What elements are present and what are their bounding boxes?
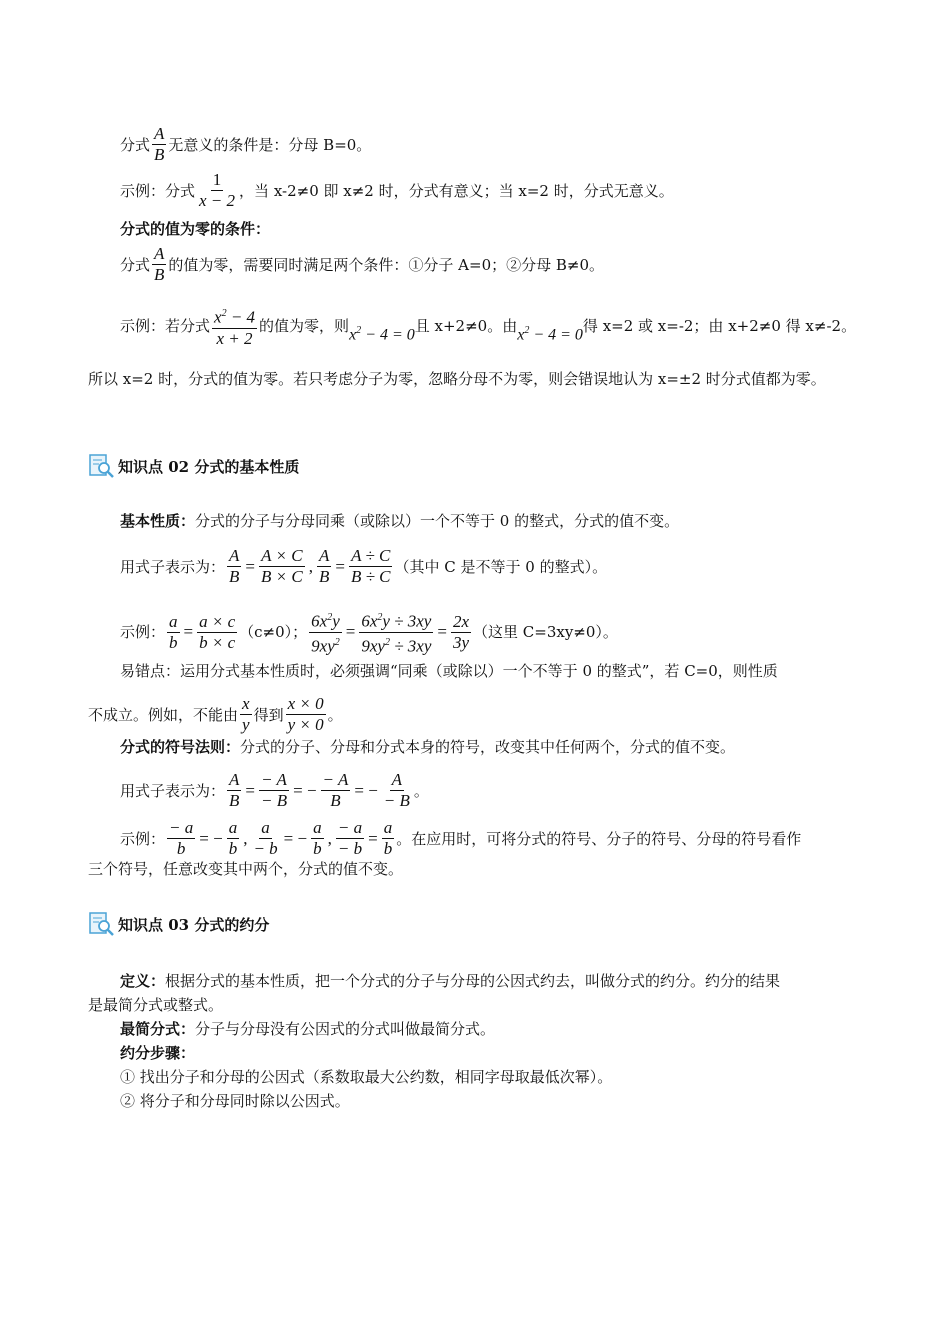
fraction: $\frac{a}{- b}$ [253,818,278,858]
line-zero-condition [120,244,604,285]
text: 示例：分式 [120,181,196,200]
line-undefined-condition [120,124,371,165]
line-simplest-fraction [120,1018,495,1040]
line-sign-example: 示例： $\frac{- a}{b}$ = − $\frac{a}{b}$ , $\frac{a}{- b}$ = − $\frac{a}{b}$ , $\frac{- a}{- b}$ = $\frac{a}{b}$ 。在应用时，可将分式的符号、分子的符号、分母的符号看作 [120,818,802,858]
line-basic-property [120,510,679,532]
line-definition-b: 是最简分式或整式。 [88,996,224,1014]
section-heading-kp03 [88,910,269,938]
list-item-step-2: ② 将分子和分母同时除以公因式。 [120,1092,350,1110]
text: 分子与分母没有公因式的分式叫做最简分式。 [195,1020,496,1038]
text: 不成立。例如，不能由 [88,705,239,724]
fraction: $\frac{a}{b}$ [169,611,178,652]
line-pitfall-b [88,694,343,735]
fraction: $\frac{a}{b}$ [383,818,393,858]
line-definition [120,970,780,992]
text: 且 x+2≠0。由 [414,317,518,336]
section-heading-kp02 [88,452,299,480]
magnifier-book-icon [88,910,116,938]
text: 。在应用时，可将分式的符号、分子的符号、分母的符号看作 [396,829,802,848]
fraction: $\frac{- A}{B}$ [322,770,349,810]
text: 示例： [120,623,166,642]
fraction: $\frac{6x^2y}{9xy^2}$ [309,608,342,656]
equation-x2-4-0: $x^2 - 4 = 0$ [517,325,583,344]
fraction: $\frac{- a}{- b}$ [337,818,363,858]
text: 分式的分子、分母和分式本身的符号，改变其中任何两个，分式的值不变。 [240,738,736,756]
fraction: $\frac{A}{B}$ [318,546,330,586]
label: 分式的符号法则： [120,738,241,756]
text: 的值为零，需要同时满足两个条件：①分子 A=0；②分母 B≠0。 [168,255,605,274]
text: 。 [327,705,343,724]
fraction: $\frac{A}{B}$ [229,770,240,810]
text: 分式 [120,255,151,274]
line-sign-expression: 用式子表示为： $\frac{A}{B}$ = $\frac{- A}{- B}$ = − $\frac{- A}{B}$ = − $\frac{A}{- B}$ 。 [120,770,429,810]
line-property-expression: 用式子表示为： $\frac{A}{B}$ = $\frac{A \times C}{B \times C}$ , $\frac{A}{B}$ = $\frac{A \div C}{B \div C}$ （其中 C 是不等于 0 的整式）。 [120,546,608,586]
magnifier-book-icon [88,452,116,480]
line-sign-rule [120,736,735,758]
label: 定义： [120,972,166,990]
heading-title: 知识点 03 分式的约分 [118,915,270,934]
text: 无意义的条件是：分母 B=0。 [168,135,372,154]
equation-x2-4-0: $x^2 - 4 = 0$ [349,325,415,344]
heading-title: 知识点 02 分式的基本性质 [118,457,300,476]
fraction: $\frac{A \times C}{B \times C}$ [261,546,303,586]
text: 用式子表示为： [120,781,226,800]
fraction: $\frac{a}{b}$ [313,818,322,858]
fraction: $\frac{x}{y}$ [242,694,250,734]
list-item-step-1: ① 找出分子和分母的公因式（系数取最大公约数，相同字母取最低次幂）。 [120,1068,613,1086]
line-example-2 [120,304,856,349]
fraction: $\frac{- a}{b}$ [169,818,194,858]
text: （这里 C=3xy≠0）。 [473,623,618,642]
text: （其中 C 是不等于 0 的整式）。 [394,557,608,576]
heading-zero-condition: 分式的值为零的条件： [120,220,271,238]
line-property-example: 示例： $\frac{a}{b}$ = $\frac{a \times c}{b \times c}$ （c≠0）； $\frac{6x^2y}{9xy^2}$ = $\frac{6x^2y \div 3xy}{9xy^2 \div 3xy}$ = $\frac{2x}{3y}$ （这里 C=3xy≠0）。 [120,608,618,656]
text: 得 x=2 或 x=-2；由 x+2≠0 得 x≠-2。 [582,317,857,336]
label: 最简分式： [120,1020,196,1038]
text: 用式子表示为： [120,557,226,576]
line-sign-example-b: 三个符号，任意改变其中两个，分式的值不变。 [88,860,404,878]
fraction: $\frac{a}{b}$ [228,818,238,858]
fraction: $\frac{A \div C}{B \div C}$ [350,546,391,586]
paragraph-conclusion: 所以 x=2 时，分式的值为零。若只考虑分子为零，忽略分母不为零，则会错误地认为 x=±2 时分式值都为零。 [88,370,826,388]
text: 示例：若分式 [120,317,211,336]
label-steps: 约分步骤： [120,1044,196,1062]
fraction: $\frac{2x}{3y}$ [452,611,469,652]
fraction: $\frac{a \times c}{b \times c}$ [199,611,236,652]
fraction: $\frac{x \times 0}{y \times 0}$ [287,694,324,734]
text: 分式的分子与分母同乘（或除以）一个不等于 0 的整式，分式的值不变。 [195,512,680,530]
text: 分式 [120,135,151,154]
line-pitfall-a: 易错点：运用分式基本性质时，必须强调“同乘（或除以）一个不等于 0 的整式”，若 C=0，则性质 [120,662,778,680]
text: ，当 x-2≠0 即 x≠2 时，分式有意义；当 x=2 时，分式无意义。 [239,181,674,200]
text: 的值为零，则 [259,317,350,336]
fraction-x2-4-over-x+2: $\frac{x^2 - 4}{x + 2}$ [212,304,257,349]
text: 根据分式的基本性质，把一个分式的分子与分母的公因式约去，叫做分式的约分。约分的结果 [165,972,781,990]
fraction: $\frac{A}{- B}$ [383,770,410,810]
text: 示例： [120,829,166,848]
label: 基本性质： [120,512,196,530]
fraction: $\frac{A}{B}$ [229,546,240,586]
text: 得到 [253,705,284,724]
fraction-1-over-x-2: $\frac{1}{x - 2}$ [199,170,236,210]
line-example-1 [120,170,674,211]
fraction-a-over-b: $\frac{A}{B}$ [154,124,165,164]
fraction: $\frac{- A}{- B}$ [261,770,288,810]
text: （c≠0）； [239,623,308,642]
text: 。 [413,781,429,800]
fraction-a-over-b: $\frac{A}{B}$ [154,244,165,284]
fraction: $\frac{6x^2y \div 3xy}{9xy^2 \div 3xy}$ [359,608,433,656]
